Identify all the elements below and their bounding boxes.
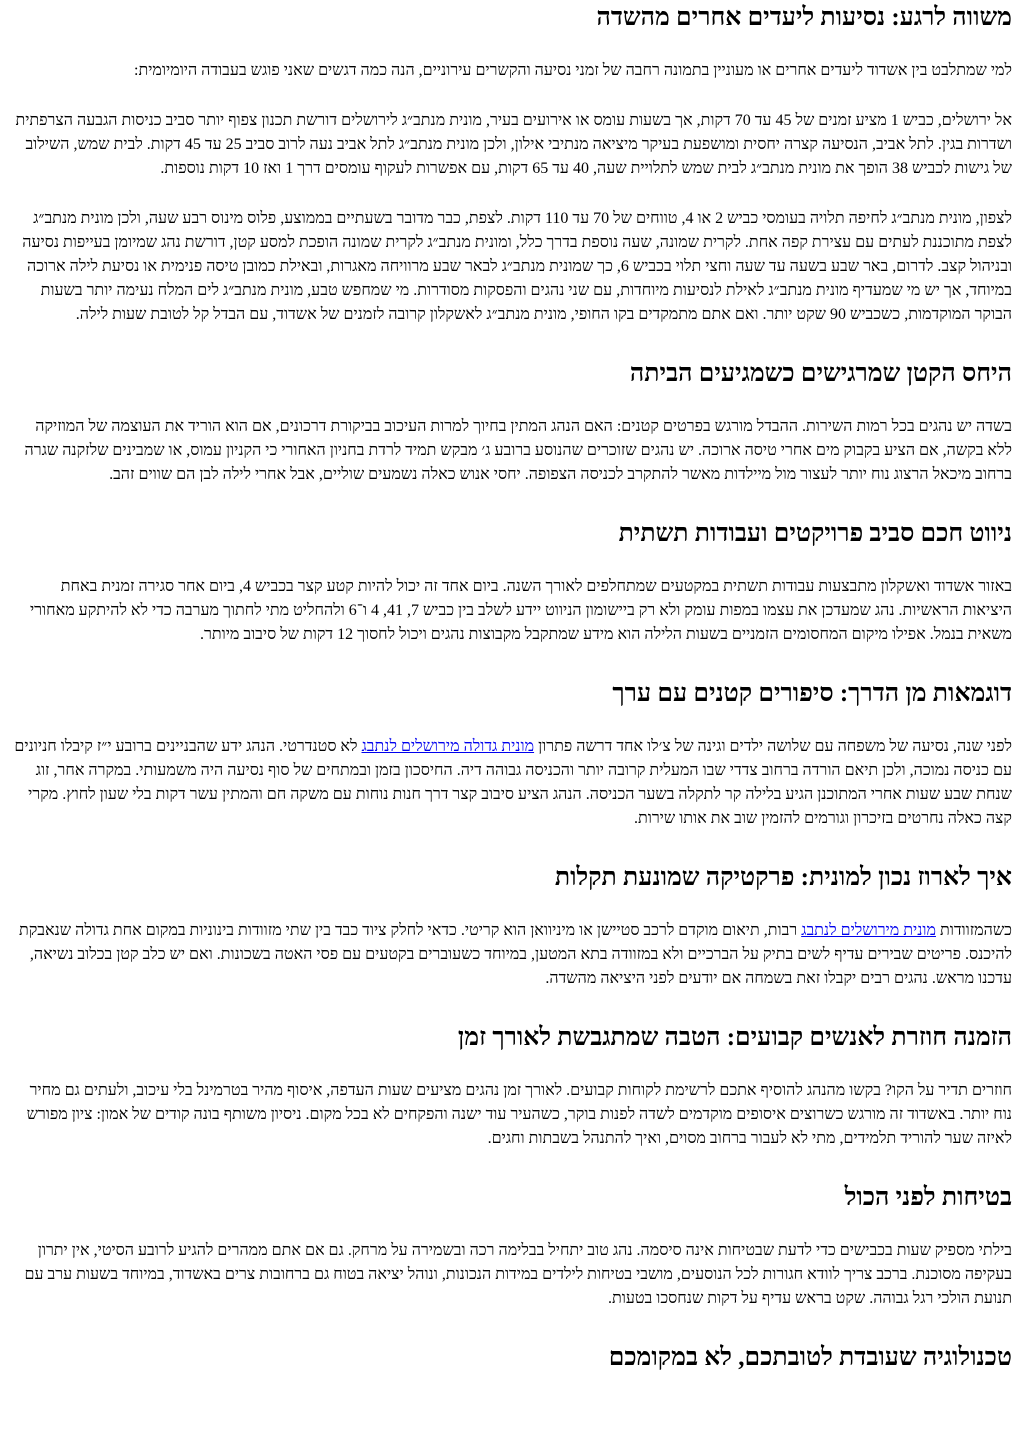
section-compare-destinations xyxy=(12,0,1012,327)
paragraph xyxy=(12,735,1012,831)
paragraph: בילתי מספיק שעות בכבישים כדי לדעת שבטיחות אינה סיסמה. נהג טוב יתחיל בבלימה רכה ובשמירה על מרחק. גם אם אתם ממהרים להגיע לרובע הסיטי, אין יתרון בעקיפה מסוכנת. ברכב צריך לוודא חגורות לכל הנוסעים, מושבי בטיחות לילדים במידות הנכונות, ונוהל יציאה בטוח גם ברחובות צרים באשדוד, במיוחד בשעות ערב עם תנועת הולכי רגל גבוהה. שקט בראש עדיף על דקות שנחסכו בטעות. xyxy=(24,1242,1012,1307)
section-heading: משווה לרגע: נסיעות ליעדים אחרים מהשדה xyxy=(596,4,1012,31)
section-heading: הזמנה חוזרת לאנשים קבועים: הטבה שמתגבשת לאורך זמן xyxy=(457,1024,1012,1051)
section-smart-navigation xyxy=(12,515,1012,647)
paragraph: למי שמתלבט בין אשדוד ליעדים אחרים או מעוניין בתמונה רחבה של זמני נסיעה והקשרים עירוניים, הנה כמה דגשים שאני פוגש בעבודה היומיומית: xyxy=(134,62,1012,79)
paragraph-text: רבות, תיאום מוקדם לרכב סטיישן או מיניוואן הוא קריטי. כדאי לחלק ציוד כבד בין שתי מזוודות בינוניות במקום אחת גדולה שנאבקת להיכנס. פריטים שבירים עדיף לשים בתיק על הברכיים ולא במזוודה בתא המטען, במיוחד כשעוברים בקטעים עם פסי האטה בשכונות. ואם יש כלב קטן בכלוב נשיאה, עדכנו מראש. נהגים רבים יקבלו זאת בשמחה אם יודעים לפני היציאה מהשדה. xyxy=(18,922,1012,987)
paragraph xyxy=(12,919,1012,991)
section-regular-customers xyxy=(12,1019,1012,1151)
paragraph-text: לפני שנה, נסיעה של משפחה עם שלושה ילדים וגינה של צ׳לו אחד דרשה פתרון xyxy=(534,738,1012,755)
paragraph: בשדה יש נהגים בכל רמות השירות. ההבדל מורגש בפרטים קטנים: האם הנהג המתין בחיוך למרות העיכוב בביקורת דרכונים, אם הוא הוריד את העוצמה של המוזיקה ללא בקשה, אם הציע בקבוק מים אחרי טיסה ארוכה. יש נהגים שזוכרים שהנוסע ברובע ג׳ מבקש תמיד לרדת בחניון האחורי כי הקניון עמוס, או שמבינים שלזקנה שגרה ברחוב מיכאל הרצוג נוח יותר לעצור מול מיילדות מאשר להתקרב לכניסה הצפופה. יחסי אנוש כאלה נשמעים שוליים, אבל אחרי לילה לבן הם שווים זהב. xyxy=(24,418,1012,483)
section-heading: דוגמאות מן הדרך: סיפורים קטנים עם ערך xyxy=(612,680,1012,707)
paragraph-text: לא סטנדרטי. הנהג ידע שהבניינים ברובע י״ז קיבלו חניונים עם כניסה נמוכה, ולכן תיאם הורדה ברחוב צדדי שבו המעלית קרובה יותר והכניסה גבוהה דיה. החיסכון בזמן ובמתחים של סוף נסיעה היה משמעותי. במקרה אחר, זוג שנחת שבע שעות אחרי המתוכנן הגיע בלילה קר לתקלה בשער הכניסה. הנהג הציע סיבוב קצר דרך חנות נוחות עם משקה חם והמתין עשר דקות בלי שעון לחוץ. מקרי קצה כאלה נחרטים בזיכרון וגורמים להזמין שוב את אותו שירות. xyxy=(14,738,1012,827)
section-safety xyxy=(12,1179,1012,1311)
taxi-jerusalem-airport-link[interactable]: מונית מירושלים לנתבג xyxy=(801,922,936,939)
section-packing xyxy=(12,859,1012,991)
paragraph: חוזרים תדיר על הקו? בקשו מהנהג להוסיף אתכם לרשימת לקוחות קבועים. לאורך זמן נהגים מציעים שעות העדפה, איסוף מהיר בטרמינל בלי עיכוב, ולעתים גם מחיר נוח יותר. באשדוד זה מורגש כשרוצים איסופים מוקדמים לשדה לפנות בוקר, כשהעיר עוד ישנה והפקחים לא בכל מקום. ניסיון משותף בונה קודים של אמון: ציון מפורש לאיזה שער להוריד תלמידים, מתי לא לעבור ברחוב מסוים, ואיך להתנהל בשבתות וחגים. xyxy=(26,1082,1012,1147)
paragraph: באזור אשדוד ואשקלון מתבצעות עבודות תשתית במקטעים שמתחלפים לאורך השנה. ביום אחד זה יכול להיות קטע קצר בכביש 4, ביום אחר סגירה זמנית באחת היציאות הראשיות. נהג שמעדכן את עצמו במפות עומק ולא רק ביישומון הניווט יידע לשלב בין כביש 7, 41, 4 ו־6 ולהחליט מתי לחתוך מערבה כדי לא להיתקע מאחורי משאית בנמל. אפילו מיקום המחסומים הזמניים בשעות הלילה הוא מידע שמתקבל מקבוצות נהגים ויכול לחסוך 12 דקות של סיבוב מיותר. xyxy=(29,578,1012,643)
section-heading: בטיחות לפני הכול xyxy=(844,1184,1012,1211)
section-heading: טכנולוגיה שעובדת לטובתכם, לא במקומכם xyxy=(608,1344,1012,1371)
paragraph: אל ירושלים, כביש 1 מציע זמנים של 45 עד 70 דקות, אך בשעות עומס או אירועים בעיר, מונית מנתב״ג לירושלים דורשת תכנון צפוף יותר סביב כניסות הגבעה הצרפתית ושדרות בגין. לתל אביב, הנסיעה קצרה יחסית ומושפעת בעיקר מיציאה מנתיבי אילון, ולכן מונית מנתב״ג לתל אביב נעה לרוב סביב 25 עד 45 דקות. לבית שמש, השילוב של גישות לכביש 38 הופך את מונית מנתב״ג לבית שמש לתלויית שעה, 40 עד 65 דקות, עם אפשרות לעקוף עומסים דרך 1 ואז 10 דקות נוספות. xyxy=(15,112,1012,177)
paragraph-text: כשהמזוודות xyxy=(935,922,1012,939)
paragraph: לצפון, מונית מנתב״ג לחיפה תלויה בעומסי כביש 2 או 4, טווחים של 70 עד 110 דקות. לצפת, כבר מדובר בשעתיים בממוצע, פלוס מינוס רבע שעה, ולכן מונית מנתב״ג לצפת מתוכננת לעתים עם עצירת קפה אחת. לקרית שמונה, שעה נוספת בדרך כלל, ומונית מנתב״ג לקרית שמונה הופכת למסע קטן, דורשת נהג שמיומן בעייפות נסיעה ובניהול קצב. לדרום, באר שבע בשעה עד שעה וחצי תלוי בכביש 6, כך שמונית מנתב״ג לבאר שבע מרוויחה מאגרות, ובאילת כמובן טיסה פנימית או נסיעת לילה ארוכה במיוחד, אך יש מי שמעדיף מונית מנתב״ג לאילת לנסיעות מיוחדות, עם שני נהגים והפסקות מסודרות. מי שמחפש טבע, מונית מנתב״ג לים המלח נעימה יותר בשעות הבוקר המוקדמות, כשכביש 90 שקט יותר. ואם אתם מתמקדים בקו החופי, מונית מנתב״ג לאשקלון קרובה לזמנים של אשדוד, עם הבדל קל לטובת שעות לילה. xyxy=(22,210,1012,323)
section-small-touches xyxy=(12,355,1012,487)
section-road-stories xyxy=(12,675,1012,831)
section-technology xyxy=(12,1339,1012,1373)
section-heading: איך לארוז נכון למונית: פרקטיקה שמונעת תקלות xyxy=(554,864,1012,891)
section-heading: ניווט חכם סביב פרויקטים ועבודות תשתית xyxy=(618,520,1012,547)
section-heading: היחס הקטן שמרגישים כשמגיעים הביתה xyxy=(629,360,1012,387)
large-taxi-jerusalem-airport-link[interactable]: מונית גדולה מירושלים לנתבג xyxy=(361,738,535,755)
